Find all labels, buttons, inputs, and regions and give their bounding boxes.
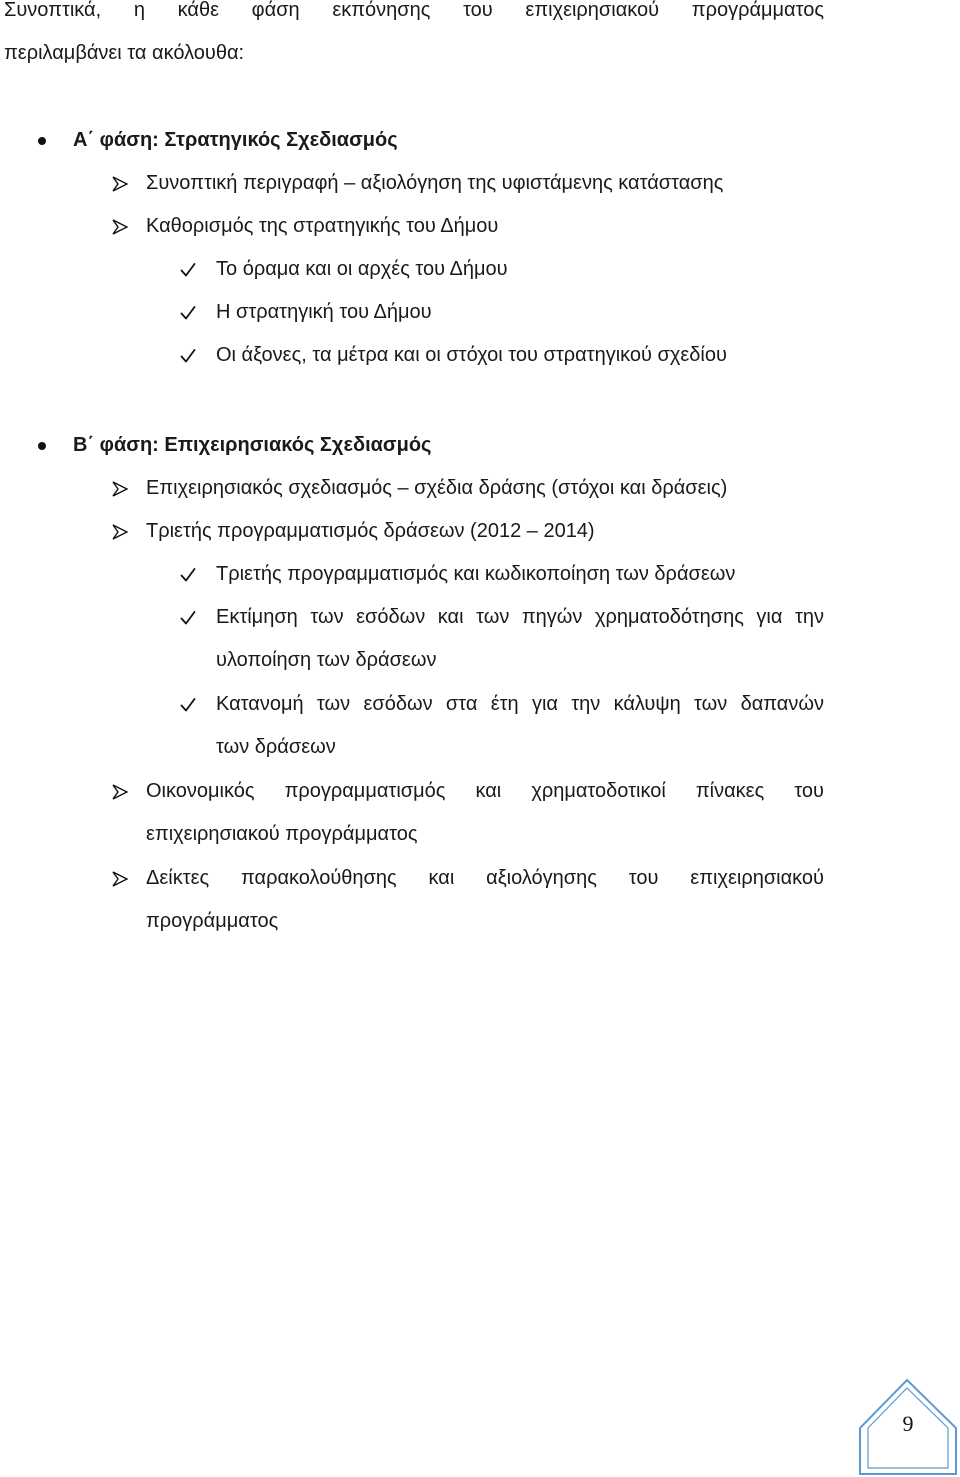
checkmark-icon — [180, 348, 196, 364]
bullet-icon — [38, 442, 46, 450]
arrow-bullet-icon — [112, 524, 128, 540]
arrow-bullet-icon — [112, 871, 128, 887]
phase-a-title: Α΄ φάση: Στρατηγικός Σχεδιασμός — [73, 129, 398, 151]
checkmark-icon — [180, 262, 196, 278]
intro-line-1: Συνοπτικά, η κάθε φάση εκπόνησης του επιχειρησιακού προγράμματος — [4, 0, 824, 21]
phase-b-item-4-line-1: Δείκτες παρακολούθησης και αξιολόγησης του επιχειρησιακού — [146, 867, 824, 889]
phase-a-subitem-3: Οι άξονες, τα μέτρα και οι στόχοι του στρατηγικού σχεδίου — [216, 344, 727, 366]
arrow-bullet-icon — [112, 219, 128, 235]
phase-a-subitem-1: Το όραμα και οι αρχές του Δήμου — [216, 258, 508, 280]
phase-b-subitem-2-line-2: υλοποίηση των δράσεων — [216, 649, 437, 671]
phase-b-subitem-3-line-1: Κατανομή των εσόδων στα έτη για την κάλυψη των δαπανών — [216, 693, 824, 715]
phase-b-subitem-3 — [216, 683, 824, 769]
phase-b-title: Β΄ φάση: Επιχειρησιακός Σχεδιασμός — [73, 434, 432, 456]
phase-a-item-2: Καθορισμός της στρατηγικής του Δήμου — [146, 215, 499, 237]
phase-b-item-4 — [146, 857, 824, 943]
phase-b-item-4-line-2: προγράμματος — [146, 910, 279, 932]
phase-a-subitem-2: Η στρατηγική του Δήμου — [216, 301, 432, 323]
phase-b-subitem-2 — [216, 596, 824, 682]
checkmark-icon — [180, 610, 196, 626]
phase-b-item-3 — [146, 770, 824, 856]
intro-paragraph — [4, 0, 824, 75]
phase-b-item-3-line-1: Οικονομικός προγραμματισμός και χρηματοδοτικοί πίνακες του — [146, 780, 824, 802]
intro-line-2: περιλαμβάνει τα ακόλουθα: — [4, 42, 245, 64]
phase-b-subitem-1: Τριετής προγραμματισμός και κωδικοποίηση των δράσεων — [216, 563, 736, 585]
arrow-bullet-icon — [112, 176, 128, 192]
phase-b-subitem-2-line-1: Εκτίμηση των εσόδων και των πηγών χρηματοδότησης για την — [216, 606, 824, 628]
phase-b-item-2: Τριετής προγραμματισμός δράσεων (2012 – 2014) — [146, 520, 595, 542]
arrow-bullet-icon — [112, 784, 128, 800]
phase-b-subitem-3-line-2: των δράσεων — [216, 736, 336, 758]
arrow-bullet-icon — [112, 481, 128, 497]
checkmark-icon — [180, 305, 196, 321]
checkmark-icon — [180, 567, 196, 583]
phase-b-item-1: Επιχειρησιακός σχεδιασμός – σχέδια δράσης (στόχοι και δράσεις) — [146, 477, 728, 499]
page-number: 9 — [902, 1411, 914, 1436]
phase-a-item-1: Συνοπτική περιγραφή – αξιολόγηση της υφιστάμενης κατάστασης — [146, 172, 724, 194]
checkmark-icon — [180, 697, 196, 713]
bullet-icon — [38, 137, 46, 145]
phase-b-item-3-line-2: επιχειρησιακού προγράμματος — [146, 823, 418, 845]
